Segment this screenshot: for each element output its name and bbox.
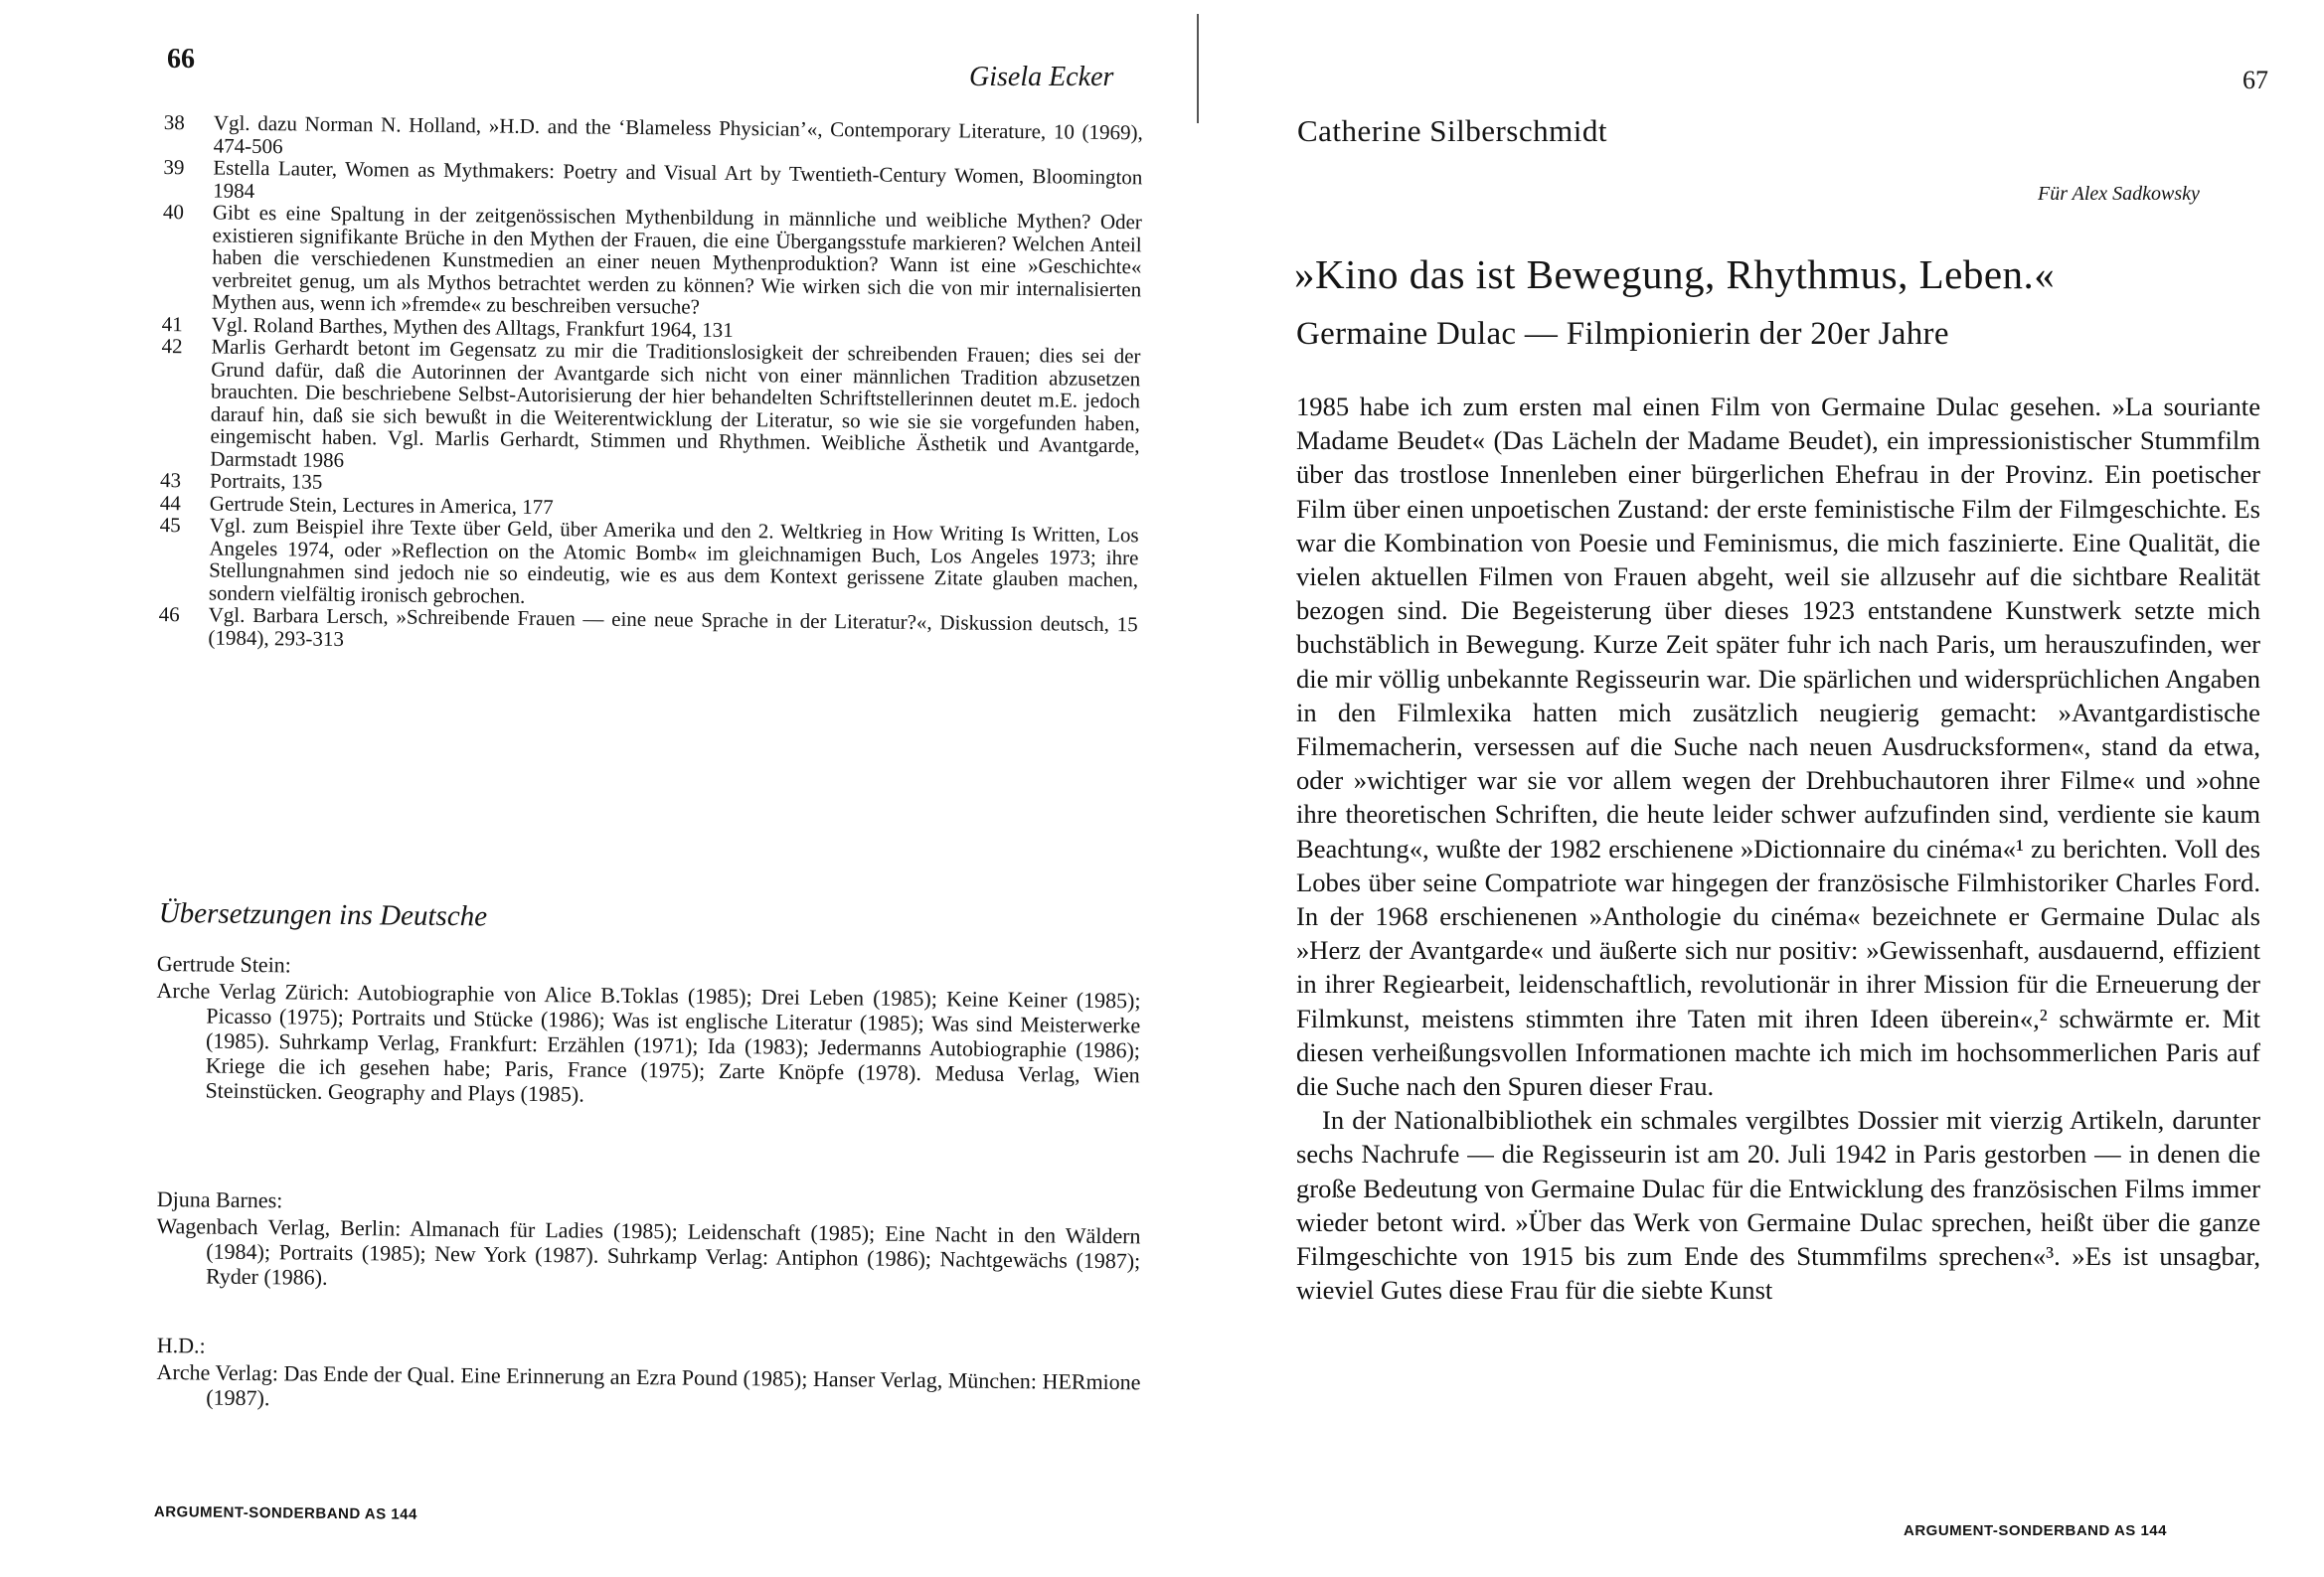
translation-entry: Arche Verlag Zürich: Autobiographie von Alice B.Toklas (1985); Drei Leben (1985); Keine Keiner (1985); Picasso (1975); Portraits und Stücke (1986); Was ist englische Literatur (1985); Was sind Meisterwerke (1985). Suhrkamp Verlag, Frankfurt: Erzählen (1971); Ida (1983); Jedermanns Autobiographie (1986); Kriege die ich gesehen habe; Paris, France (1975); Zarte Knöpfe (1978). Medusa Verlag, Wien Steinstücken. Geography and Plays (1985). xyxy=(156,977,1141,1107)
translation-author: Gertrude Stein: xyxy=(156,950,292,978)
translation-group xyxy=(156,1332,1141,1419)
endnote-number: 38 xyxy=(163,110,186,135)
article-title: »Kino das ist Bewegung, Rhythmus, Leben.« xyxy=(1294,251,2056,297)
body-paragraph: In der Nationalbibliothek ein schmales vergilbtes Dossier mit vierzig Artikeln, darunter sechs Nachrufe — die Regisseurin ist am 20. Juli 1942 in Paris gestorben — in denen die große Bedeutung von Germaine Dulac für die Entwicklung des französischen Films immer wieder betont wird. »Über das Werk von Germaine Dulac sprechen, heißt über die ganze Filmgeschichte von 1915 bis zum Ende des Stummfilms sprechen«³. »Es ist unsagbar, wieviel Gutes diese Frau für die siebte Kunst xyxy=(1296,1105,2260,1306)
endnote-text: Marlis Gerhardt betont im Gegensatz zu mir die Traditionslosigkeit der schreibenden Frauen; dies sei der Grund dafür, daß die Autorinnen der Avantgarde sich nicht von einer männlichen Tradition abzusetzen brauchten. Die beschriebene Selbst-Autorisierung der hier behandelten Schriftstellerinnen deutet m.E. jedoch darauf hin, daß sie sich bewußt in die Weiterentwicklung der Literatur, so wie sie sie vorgefunden haben, eingemischt haben. Vgl. Marlis Gerhardt, Stimmen und Rhythmen. Weibliche Ästhetik und Avantgarde, Darmstadt 1986 xyxy=(210,334,1141,472)
endnote-number: 43 xyxy=(159,467,182,493)
translation-author: H.D.: xyxy=(156,1333,206,1358)
footer-series-left: ARGUMENT-SONDERBAND AS 144 xyxy=(153,1503,417,1523)
body-paragraph: 1985 habe ich zum ersten mal einen Film von Germaine Dulac gesehen. »La souriante Madame Beudet« (Das Lächeln der Madame Beudet), ein impressionistischer Stummfilm über das trostlose Innenleben einer bürgerlichen Ehefrau in der Provinz. Ein poetischer Film über einen unpoetischen Zustand: der erste feministische Film der Filmgeschichte. Es war die Kombination von Poesie und Feminismus, die mich faszinierte. Eine Qualität, die vielen aktuellen Filmen von Frauen abgeht, weil sie allzusehr auf die sichtbare Realität bezogen sind. Die Begeisterung über dieses 1923 entstandene Kunstwerk setzte mich buchstäblich in Bewegung. Kurze Zeit später fuhr ich nach Paris, um herauszufinden, wer die mir völlig unbekannte Regisseurin war. Die spärlichen und widersprüchlichen Angaben in den Filmlexika hatten mich zusätzlich neugierig gemacht: »Avantgardistische Filmemacherin, versessen auf die Suche nach neuen Ausdrucksformen«, stand da etwa, oder »wichtiger war sie vor allem wegen der Drehbuchautoren ihrer Filme« und »ohne ihre theoretischen Schriften, die heute leider schwer aufzufinden sind, verdiente sie kaum Beachtung«, wußte der 1982 erschienene »Dictionnaire du cinéma«¹ zu berichten. Voll des Lobes über seine Compatriote war hingegen der französische Filmhistoriker Charles Ford. In der 1968 erschienenen »Anthologie du cinéma« bezeichnete er Germaine Dulac als »Herz der Avantgarde« und äußerte sich nur positiv: »Gewissenhaft, ausdauernd, effizient in ihrer Regiearbeit, leidenschaftlich, revolutionär in ihrer Mission für die Erneuerung der Filmkunst, meistens stimmten ihre Taten mit ihren Ideen überein«,² schwärmte er. Mit diesen verheißungsvollen Informationen machte ich mich im hochsommerlichen Paris auf die Suche nach den Spuren dieser Frau. xyxy=(1296,392,2260,1102)
endnote-text: Gertrude Stein, Lectures in America, 177 xyxy=(209,491,554,519)
endnote-number: 45 xyxy=(159,512,181,538)
endnote xyxy=(158,603,1137,658)
endnote-text: Portraits, 135 xyxy=(209,468,323,494)
endnote-number: 41 xyxy=(161,311,183,336)
endnote-text: Vgl. zum Beispiel ihre Texte über Geld, über Amerika und den 2. Weltkrieg in How Writing Is Written, Los Angeles 1974, oder »Reflection on the Atomic Bomb« im gleichnamigen Buch, Los Angeles 1973; ihre Stellungnahmen sind jedoch nie so eindeutig, wie es aus dem Kontext gerissene Zitate glauben machen, sondern vielfältig ironisch gebrochen. xyxy=(208,513,1139,608)
running-head-author: Gisela Ecker xyxy=(969,62,1114,92)
article-subtitle: Germaine Dulac — Filmpionierin der 20er Jahre xyxy=(1296,316,1949,352)
endnote-number: 42 xyxy=(161,333,183,359)
endnote-text: Estella Lauter, Women as Mythmakers: Poetry and Visual Art by Twentieth-Century Women, Bloomington 1984 xyxy=(213,155,1143,203)
endnote xyxy=(160,335,1140,479)
endnotes xyxy=(158,111,1143,658)
endnote-number: 40 xyxy=(162,199,185,225)
footer-series-right: ARGUMENT-SONDERBAND AS 144 xyxy=(1904,1522,2167,1539)
endnote xyxy=(162,201,1142,323)
endnote-number: 39 xyxy=(163,154,185,180)
endnote-text: Vgl. dazu Norman N. Holland, »H.D. and the ‘Blameless Physician’«, Contemporary Literature, 10 (1969), 474-506 xyxy=(213,110,1143,158)
dedication: Für Alex Sadkowsky xyxy=(2038,183,2200,205)
endnote-text: Vgl. Barbara Lersch, »Schreibende Frauen — eine neue Sprache in der Literatur?«, Diskussion deutsch, 15 (1984), 293-313 xyxy=(208,602,1138,651)
endnote xyxy=(159,514,1139,613)
translations-heading: Übersetzungen ins Deutsche xyxy=(158,897,488,933)
translation-entry: Wagenbach Verlag, Berlin: Almanach für Ladies (1985); Leidenschaft (1985); Eine Nacht in den Wäldern (1984); Portraits (1985); New York (1987). Suhrkamp Verlag: Antiphon (1986); Nachtgewächs (1987); Ryder (1986). xyxy=(156,1212,1141,1290)
endnote-number: 44 xyxy=(159,490,182,515)
page-number-right: 67 xyxy=(2242,66,2268,94)
endnote-number: 46 xyxy=(158,601,180,627)
translation-group xyxy=(155,950,1141,1112)
translation-group xyxy=(156,1185,1141,1298)
page-number-left: 66 xyxy=(167,44,195,75)
article-author: Catherine Silberschmidt xyxy=(1297,113,1607,148)
article-body xyxy=(1296,390,2260,1307)
endnote-text: Gibt es eine Spaltung in der zeitgenössischen Mythenbildung in männliche und weibliche Mythen? Oder existieren signifikante Brüche in den Mythen der Frauen, die eine Übergangsstufe markieren? Welchen Anteil haben die verschiedenen Kunstmedien an einer neuen Mythenproduktion? Wann ist eine »Geschichte« verbreitet genug, um als Mythos betrachtet werden zu können? Wie wirken sich die von mir internalisierten Mythen aus, wenn ich »fremde« zu beschreiben versuche? xyxy=(211,200,1143,319)
translation-author: Djuna Barnes: xyxy=(156,1186,283,1213)
translation-entry: Arche Verlag: Das Ende der Qual. Eine Erinnerung an Ezra Pound (1985); Hanser Verlag, München: HERmione (1987). xyxy=(156,1358,1141,1411)
endnote-text: Vgl. Roland Barthes, Mythen des Alltags, Frankfurt 1964, 131 xyxy=(211,312,734,342)
